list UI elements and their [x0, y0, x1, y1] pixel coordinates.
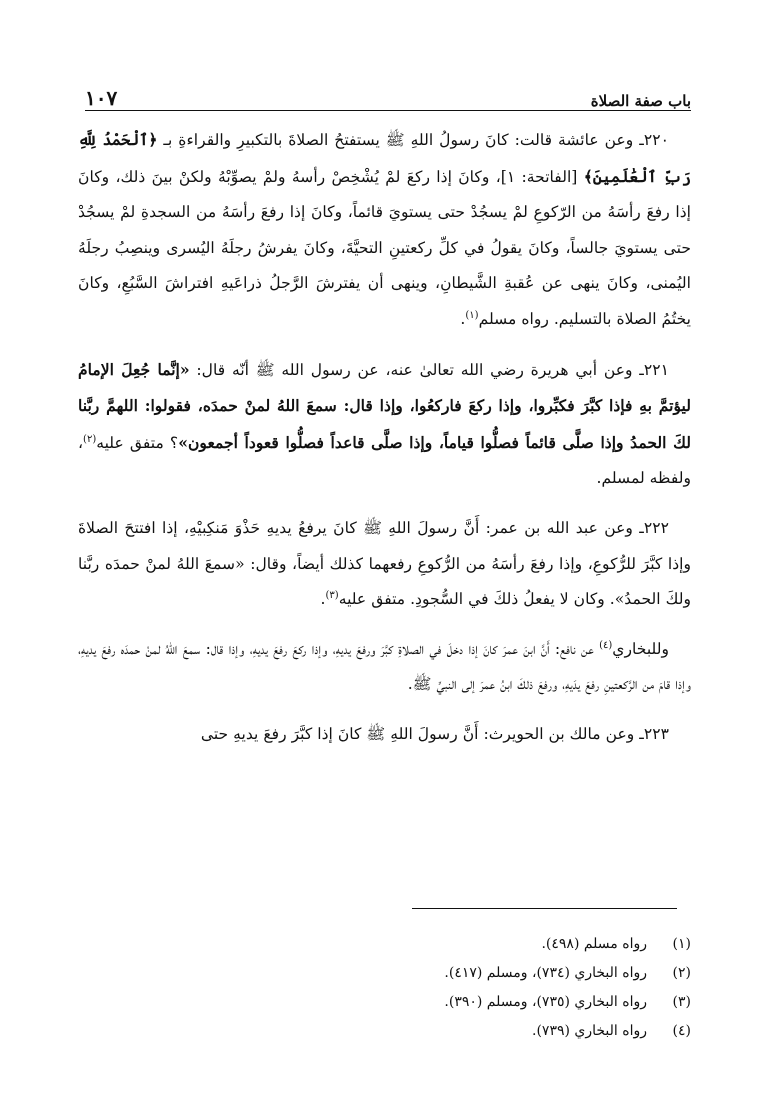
text-segment: [الفاتحة: ١]، وكانَ إذا ركعَ لمْ يُشْخِصْ رأسهُ ولمْ يصوِّبْهُ ولكنْ بينَ ذلك، وكانَ إذا رفعَ رأسَهُ من الرّكوعِ لمْ يسجُدْ حتى يستويَ قائماً، وكانَ إذا رفعَ رأسَهُ من السجدةِ لمْ يسجُدْ حتى يستويَ جالساً، وكانَ يقولُ في كلِّ ركعتينِ التحيَّةَ، وكانَ يفرشُ رجلَهُ اليُسرى وينصِبُ رجلَهُ اليُمنى، وكانَ ينهى عن عُقبةِ الشَّيطانِ، وينهى أن يفترشَ الرَّجلُ ذراعَيهِ افتراشَ السَّبُعِ، وكانَ يختُمُ الصلاة بالتسليم. رواه مسلم [78, 167, 691, 328]
text-segment: ؟ متفق عليه [96, 433, 179, 452]
footnote-marker: (٣) [325, 589, 339, 601]
text-segment: ٢٢٣ـ وعن مالك بن الحويرث: أَنَّ رسولَ اللهِ ﷺ كانَ إذا كبَّرَ رفعَ يديهِ حتى [200, 724, 669, 743]
text-segment: ٢٢١ـ وعن أبي هريرة رضي الله تعالىٰ عنه، عن رسول الله ﷺ أنّه قال: [189, 360, 670, 379]
hadith-paragraph [78, 122, 691, 338]
text-segment: وللبخاري [612, 639, 669, 658]
text-segment: . [320, 590, 326, 609]
text-segment: عن نافع: أَنَّ ابنَ عمرَ كانَ إذا دخلَ في الصلاةِ كبَّرَ ورفعَ يديهِ، وإذا ركعَ رفعَ يديهِ، وإذا قال: سمعَ اللهُ لمنْ حمدَه رفعَ يديهِ، وإذا قامَ من الرَّكعتينِ رفعَ يدَيهِ، ورفعَ ذلكَ ابنُ عمرَ إلى النبيِّ ﷺ. [78, 639, 691, 694]
footnote-marker: (٤) [599, 639, 613, 651]
hadith-paragraph [78, 352, 691, 497]
text-segment: ٢٢٢ـ وعن عبد الله بن عمر: أَنَّ رسولَ اللهِ ﷺ كانَ يرفعُ يديهِ حَذْوَ مَنكِبيْهِ، إذا افتتحَ الصلاةَ وإذا كبَّرَ للرُّكوعِ، وإذا رفعَ رأسَهُ من الرُّكوعِ رفعهما كذلك أيضاً، وقال: «سمعَ اللهُ لمنْ حمدَه ربَّنا ولكَ الحمدُ». وكان لا يفعلُ ذلكَ في السُّجودِ. متفق عليه [78, 518, 691, 609]
footnote-text: رواه البخاري (٧٣٩). [532, 1023, 647, 1039]
footnote-item [300, 959, 691, 988]
footnote-text: رواه البخاري (٧٣٥)، ومسلم (٣٩٠). [444, 994, 647, 1010]
text-segment: . [460, 309, 466, 328]
footnote-text: رواه البخاري (٧٣٤)، ومسلم (٤١٧). [444, 965, 647, 981]
text-segment: ٢٢٠ـ وعن عائشة قالت: كانَ رسولُ اللهِ ﷺ يستفتحُ الصلاةَ بالتكبيرِ والقراءةِ بـ [157, 131, 669, 149]
hadith-paragraph [78, 717, 691, 753]
page-number: ١٠٧ [85, 86, 118, 110]
footnote-divider [412, 908, 677, 909]
footnote-number: (١) [672, 936, 691, 952]
hadith-paragraph [78, 511, 691, 618]
header-divider [85, 110, 691, 111]
chapter-title: باب صفة الصلاة [590, 92, 691, 110]
footnote-item [300, 988, 691, 1017]
running-header [85, 78, 691, 110]
footnote-text: رواه مسلم (٤٩٨). [541, 936, 647, 952]
footnote-number: (٣) [672, 994, 691, 1010]
hadith-paragraph [78, 632, 691, 703]
text-segment: ، ولفظه لمسلم. [78, 433, 691, 488]
footnote-marker: (٢) [83, 433, 97, 445]
footnote-number: (٢) [672, 965, 691, 981]
footnote-marker: (١) [465, 309, 479, 321]
footnote-number: (٤) [672, 1023, 691, 1039]
footnotes [300, 930, 691, 1046]
quoted-text: «إنَّما جُعِلَ الإمامُ ليؤتمَّ بهِ فإذا كبَّرَ فكبِّروا، وإذا ركعَ فاركعُوا، وإذا قال: سمعَ اللهُ لمنْ حمدَه، فقولوا: اللهمَّ ربَّنا لكَ الحمدُ وإذا صلَّى قائماً فصلُّوا قياماً، وإذا صلَّى قاعداً فصلُّوا قعوداً أجمعون» [78, 359, 691, 452]
footnote-item [300, 930, 691, 959]
quoted-text: ﴿ٱلْحَمْدُ لِلَّهِ رَبِّ ٱلْعَٰلَمِينَ﴾ [78, 130, 692, 186]
main-text [78, 122, 691, 767]
footnote-item [300, 1017, 691, 1046]
